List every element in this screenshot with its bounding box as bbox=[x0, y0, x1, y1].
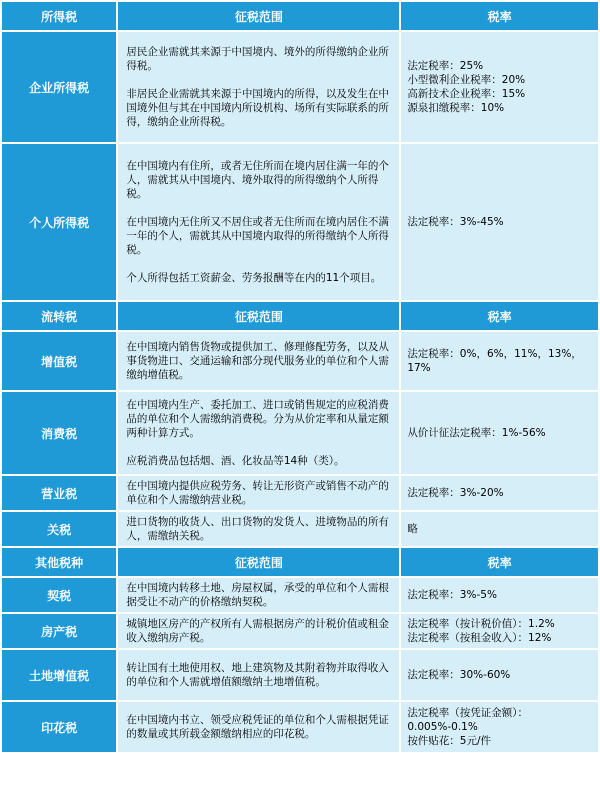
table-row bbox=[2, 702, 598, 752]
tax-name: 契税 bbox=[2, 578, 116, 612]
rate-line: 从价计征法定税率：1%-56% bbox=[407, 427, 546, 439]
rate-line: 源泉扣缴税率：10% bbox=[407, 102, 505, 114]
rate-line: 高新技术企业税率：15% bbox=[407, 88, 526, 100]
header-scope: 征税范围 bbox=[118, 2, 399, 30]
rate-line: 法定税率：3%-5% bbox=[407, 589, 497, 601]
tax-scope bbox=[118, 332, 399, 390]
section-header-other bbox=[2, 548, 598, 576]
tax-rate bbox=[401, 614, 598, 648]
tax-rate bbox=[401, 392, 598, 474]
scope-paragraph: 在中国境内有住所，或者无住所而在境内居住满一年的个人，需就其从中国境内、境外取得的所得缴纳个人所得税。 bbox=[126, 160, 389, 200]
header-rate: 税率 bbox=[401, 302, 598, 330]
header-tax-type: 流转税 bbox=[2, 302, 116, 330]
tax-name: 房产税 bbox=[2, 614, 116, 648]
table-row bbox=[2, 332, 598, 390]
tax-name: 关税 bbox=[2, 512, 116, 546]
tax-name: 企业所得税 bbox=[2, 32, 116, 142]
tax-rate bbox=[401, 512, 598, 546]
tax-name: 营业税 bbox=[2, 476, 116, 510]
scope-paragraph: 进口货物的收货人、出口货物的发货人、进境物品的所有人，需缴纳关税。 bbox=[126, 516, 389, 542]
tax-scope bbox=[118, 512, 399, 546]
rate-line: 法定税率（按租金收入）：12% bbox=[407, 632, 552, 644]
rate-line: 法定税率（按计税价值）：1.2% bbox=[407, 618, 555, 630]
scope-paragraph: 在中国境内无住所又不居住或者无住所而在境内居住不满一年的个人，需就其从中国境内取得的所得缴纳个人所得税。 bbox=[126, 216, 389, 256]
tax-name: 消费税 bbox=[2, 392, 116, 474]
tax-scope bbox=[118, 392, 399, 474]
tax-rate bbox=[401, 702, 598, 752]
tax-scope bbox=[118, 144, 399, 300]
table-row bbox=[2, 32, 598, 142]
tax-scope bbox=[118, 650, 399, 700]
table-row bbox=[2, 476, 598, 510]
scope-paragraph: 居民企业需就其来源于中国境内、境外的所得缴纳企业所得税。 bbox=[126, 46, 389, 72]
tax-scope bbox=[118, 702, 399, 752]
scope-paragraph: 个人所得包括工资薪金、劳务报酬等在内的11个项目。 bbox=[126, 272, 382, 284]
table-row bbox=[2, 650, 598, 700]
rate-line: 法定税率：3%-20% bbox=[407, 487, 504, 499]
table-row bbox=[2, 144, 598, 300]
section-header-income bbox=[2, 2, 598, 30]
tax-rate bbox=[401, 144, 598, 300]
tax-name: 土地增值税 bbox=[2, 650, 116, 700]
table-row bbox=[2, 578, 598, 612]
tax-rate bbox=[401, 332, 598, 390]
scope-paragraph: 在中国境内提供应税劳务、转让无形资产或销售不动产的单位和个人需缴纳营业税。 bbox=[126, 480, 389, 506]
rate-line: 法定税率（按凭证金额）：0.005%-0.1% bbox=[407, 707, 529, 733]
table-row bbox=[2, 392, 598, 474]
tax-rate bbox=[401, 32, 598, 142]
scope-paragraph: 在中国境内书立、领受应税凭证的单位和个人需根据凭证的数量或其所载金额缴纳相应的印花税。 bbox=[126, 714, 389, 740]
rate-line: 法定税率：3%-45% bbox=[407, 216, 504, 228]
rate-line: 法定税率：0%，6%，11%，13%，17% bbox=[407, 348, 582, 374]
rate-line: 法定税率：30%-60% bbox=[407, 669, 511, 681]
table-row bbox=[2, 614, 598, 648]
scope-paragraph: 城镇地区房产的产权所有人需根据房产的计税价值或租金收入缴纳房产税。 bbox=[126, 618, 389, 644]
table-row bbox=[2, 512, 598, 546]
scope-paragraph: 在中国境内生产、委托加工、进口或销售规定的应税消费品的单位和个人需缴纳消费税。分为从价定率和从量定额两种计算方式。 bbox=[126, 399, 389, 439]
tax-scope bbox=[118, 476, 399, 510]
scope-paragraph: 非居民企业需就其来源于中国境内的所得，以及发生在中国境外但与其在中国境内所设机构、场所有实际联系的所得，缴纳企业所得税。 bbox=[126, 88, 389, 128]
scope-paragraph: 转让国有土地使用权、地上建筑物及其附着物并取得收入的单位和个人需就增值额缴纳土地增值税。 bbox=[126, 662, 389, 688]
rate-line: 略 bbox=[407, 523, 418, 535]
tax-rate bbox=[401, 476, 598, 510]
header-rate: 税率 bbox=[401, 2, 598, 30]
rate-line: 按件贴花：5元/件 bbox=[407, 735, 492, 747]
tax-rate bbox=[401, 650, 598, 700]
scope-paragraph: 应税消费品包括烟、酒、化妆品等14种（类）。 bbox=[126, 455, 345, 467]
header-tax-type: 所得税 bbox=[2, 2, 116, 30]
tax-rate bbox=[401, 578, 598, 612]
header-tax-type: 其他税种 bbox=[2, 548, 116, 576]
header-scope: 征税范围 bbox=[118, 548, 399, 576]
scope-paragraph: 在中国境内转移土地、房屋权属，承受的单位和个人需根据受让不动产的价格缴纳契税。 bbox=[126, 582, 389, 608]
section-header-turnover bbox=[2, 302, 598, 330]
rate-line: 法定税率：25% bbox=[407, 60, 484, 72]
header-rate: 税率 bbox=[401, 548, 598, 576]
tax-name: 增值税 bbox=[2, 332, 116, 390]
scope-paragraph: 在中国境内销售货物或提供加工、修理修配劳务，以及从事货物进口、交通运输和部分现代服务业的单位和个人需缴纳增值税。 bbox=[126, 341, 389, 381]
tax-scope bbox=[118, 578, 399, 612]
tax-scope bbox=[118, 614, 399, 648]
rate-line: 小型微利企业税率：20% bbox=[407, 74, 526, 86]
header-scope: 征税范围 bbox=[118, 302, 399, 330]
tax-name: 印花税 bbox=[2, 702, 116, 752]
tax-name: 个人所得税 bbox=[2, 144, 116, 300]
tax-scope bbox=[118, 32, 399, 142]
